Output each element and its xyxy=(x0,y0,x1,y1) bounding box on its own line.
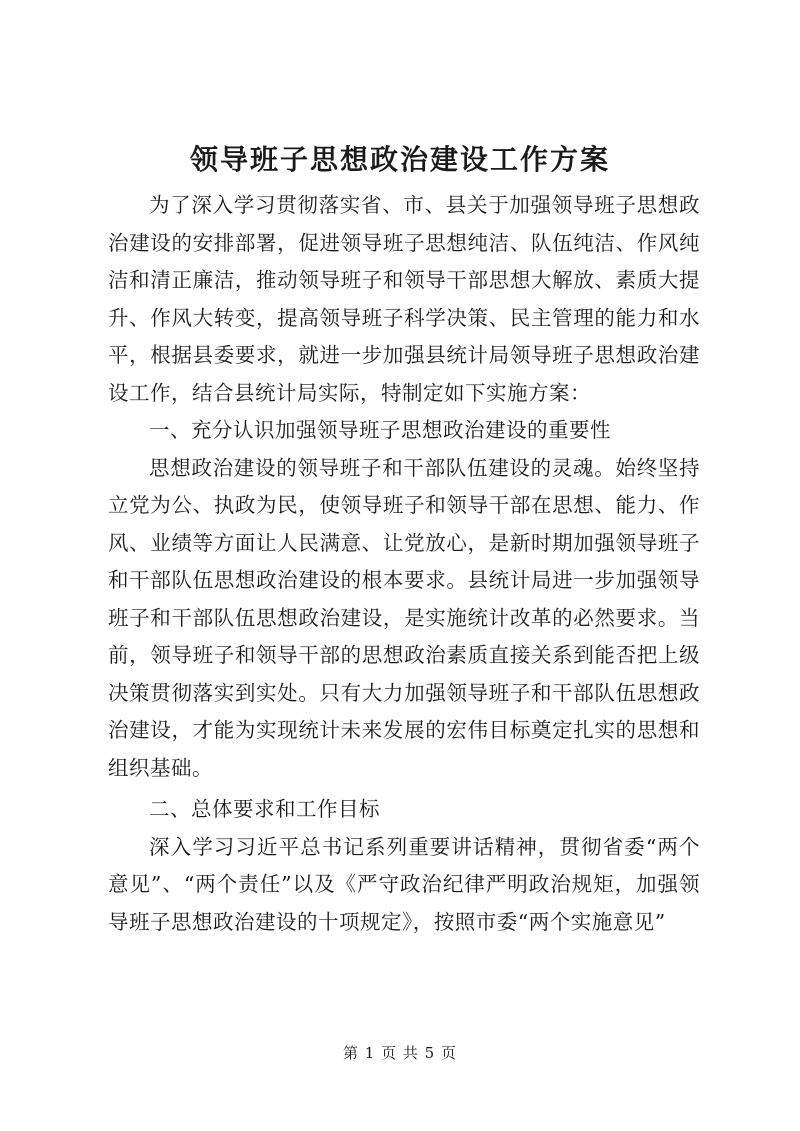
section-heading-2: 二、总体要求和工作目标 xyxy=(149,797,380,821)
page-number-footer: 第 1 页 共 5 页 xyxy=(343,1044,457,1062)
document-title: 领导班子思想政治建设工作方案 xyxy=(189,143,610,176)
intro-paragraph: 为了深入学习贯彻落实省、市、县关于加强领导班子思想政治建设的安排部署，促进领导班子思想纯洁、队伍纯洁、作风纯洁和清正廉洁，推动领导班子和领导干部思想大解放、素质大提升、作风大转变，提高领导班子科学决策、民主管理的能力和水平，根据县委要求，就进一步加强县统计局领导班子思想政治建设工作，结合县统计局实际，特制定如下实施方案： xyxy=(108,193,700,405)
section-1-paragraph: 思想政治建设的领导班子和干部队伍建设的灵魂。始终坚持立党为公、执政为民，使领导班子和领导干部在思想、能力、作风、业绩等方面让人民满意、让党放心，是新时期加强领导班子和干部队伍思想政治建设的根本要求。县统计局进一步加强领导班子和干部队伍思想政治建设，是实施统计改革的必然要求。当前，领导班子和领导干部的思想政治素质直接关系到能否把上级决策贯彻落实到实处。只有大力加强领导班子和干部队伍思想政治建设，才能为实现统计未来发展的宏伟目标奠定扎实的思想和组织基础。 xyxy=(108,455,700,780)
section-heading-1: 一、充分认识加强领导班子思想政治建设的重要性 xyxy=(149,418,611,442)
section-2-paragraph: 深入学习习近平总书记系列重要讲话精神，贯彻省委“两个意见”、“两个责任”以及《严守政治纪律严明政治规矩，加强领导班子思想政治建设的十项规定》，按照市委“两个实施意见” xyxy=(108,834,700,934)
document-body xyxy=(108,187,700,941)
